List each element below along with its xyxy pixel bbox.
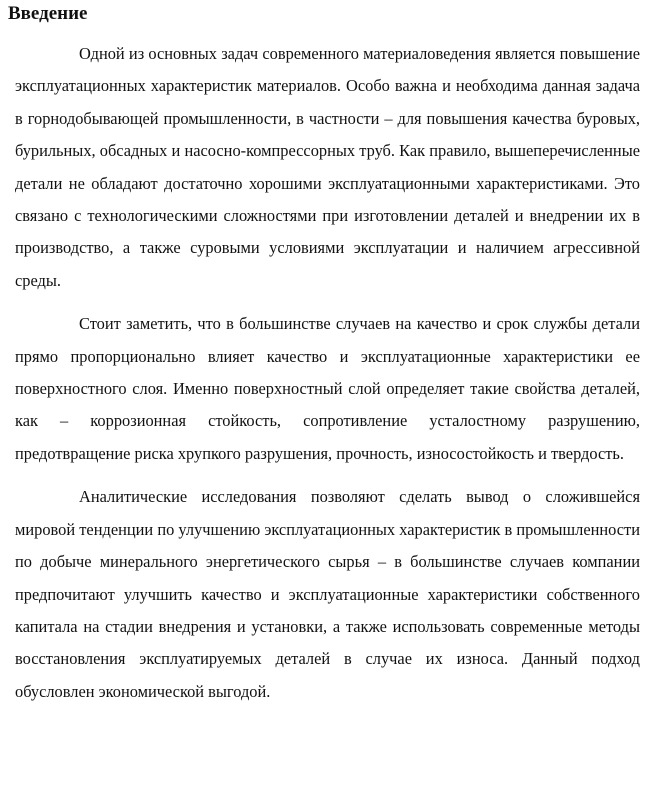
paragraph-1: Одной из основных задач современного материаловедения является повышение эксплуатационных характеристик материалов. Особо важна и необходима данная задача в горнодобывающей промышленности, в частности – для повышения качества буровых, бурильных, обсадных и насосно-компрессорных труб. Как правило, вышеперечисленные детали не обладают достаточно хорошими эксплуатационными характеристиками. Это связано с технологическими сложностями при изготовлении деталей и внедрении их в производство, а также суровыми условиями эксплуатации и наличием агрессивной среды.: [15, 44, 640, 290]
paragraph-2: Стоит заметить, что в большинстве случаев на качество и срок службы детали прямо пропорционально влияет качество и эксплуатационные характеристики ее поверхностного слоя. Именно поверхностный слой определяет такие свойства деталей, как – коррозионная стойкость, сопротивление усталостному разрушению, предотвращение риска хрупкого разрушения, прочность, износостойкость и твердость.: [15, 314, 640, 463]
document-page: [8, 0, 640, 719]
paragraph-3: Аналитические исследования позволяют сделать вывод о сложившейся мировой тенденции по улучшению эксплуатационных характеристик в промышленности по добыче минерального энергетического сырья – в большинстве случаев компании предпочитают улучшить качество и эксплуатационные характеристики собственного капитала на стадии внедрения и установки, а также использовать современные методы восстановления эксплуатируемых деталей в случае их износа. Данный подход обусловлен экономической выгодой.: [15, 487, 640, 701]
section-heading: Введение: [8, 3, 88, 24]
